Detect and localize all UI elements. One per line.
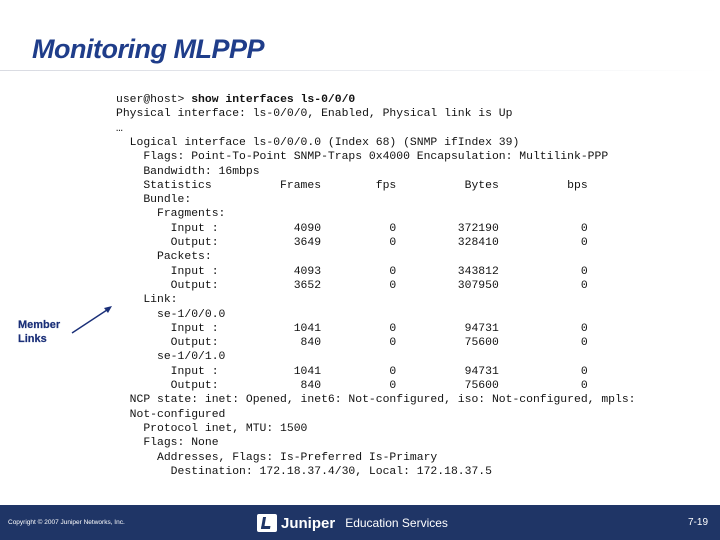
cli-line: Addresses, Flags: Is-Preferred Is-Primary <box>116 451 438 464</box>
cli-line: se-1/0/1.0 <box>116 351 226 364</box>
title-divider <box>0 70 720 71</box>
cli-line: NCP state: inet: Opened, inet6: Not-configured, iso: Not-configured, mpls: <box>116 394 636 407</box>
brand-name: Juniper <box>281 514 336 532</box>
copyright-text: Copyright © 2007 Juniper Networks, Inc. <box>8 519 125 526</box>
cli-line: Statistics Frames fps Bytes bps <box>116 179 588 192</box>
member-links-callout <box>18 318 60 346</box>
cli-line: … <box>116 122 123 135</box>
cli-line: Destination: 172.18.37.4/30, Local: 172.18.37.5 <box>116 465 492 478</box>
cli-output <box>0 93 720 493</box>
cli-line: Input : 1041 0 94731 0 <box>116 365 588 378</box>
cli-line: Input : 1041 0 94731 0 <box>116 322 588 335</box>
callout-arrow <box>70 300 120 360</box>
page-number: 7-19 <box>687 517 708 528</box>
cli-line: Flags: Point-To-Point SNMP-Traps 0x4000 Encapsulation: Multilink-PPP <box>116 151 609 164</box>
cli-line: Output: 3649 0 328410 0 <box>116 237 588 249</box>
cli-line: Packets: <box>116 251 212 264</box>
cli-prompt: user@host> <box>116 94 192 106</box>
callout-line: Links <box>18 333 47 345</box>
cli-line: Bundle: <box>116 194 192 207</box>
footer-bar <box>0 505 720 540</box>
cli-line: Output: 840 0 75600 0 <box>116 380 588 392</box>
command-line <box>116 93 355 107</box>
juniper-logo <box>257 513 448 533</box>
cli-line: Output: 3652 0 307950 0 <box>116 279 588 292</box>
cli-line: Flags: None <box>116 437 219 450</box>
cli-line: Protocol inet, MTU: 1500 <box>116 422 308 435</box>
cli-line: Physical interface: ls-0/0/0, Enabled, Physical link is Up <box>116 108 513 121</box>
cli-line: Input : 4093 0 343812 0 <box>116 265 588 278</box>
cli-line: Logical interface ls-0/0/0.0 (Index 68) (SNMP ifIndex 39) <box>116 136 520 149</box>
cli-line: Not-configured <box>116 408 226 421</box>
cli-line: Input : 4090 0 372190 0 <box>116 222 588 235</box>
cli-command: show interfaces ls-0/0/0 <box>191 94 356 106</box>
cli-line: Fragments: <box>116 208 226 221</box>
cli-line: Bandwidth: 16mbps <box>116 165 260 178</box>
slide-title: Monitoring MLPPP <box>32 34 264 64</box>
cli-line: se-1/0/0.0 <box>116 308 226 321</box>
juniper-mark-icon <box>257 514 277 532</box>
callout-line: Member <box>18 319 61 331</box>
cli-line: Link: <box>116 294 178 307</box>
brand-subtitle: Education Services <box>345 516 448 530</box>
cli-line: Output: 840 0 75600 0 <box>116 337 588 350</box>
